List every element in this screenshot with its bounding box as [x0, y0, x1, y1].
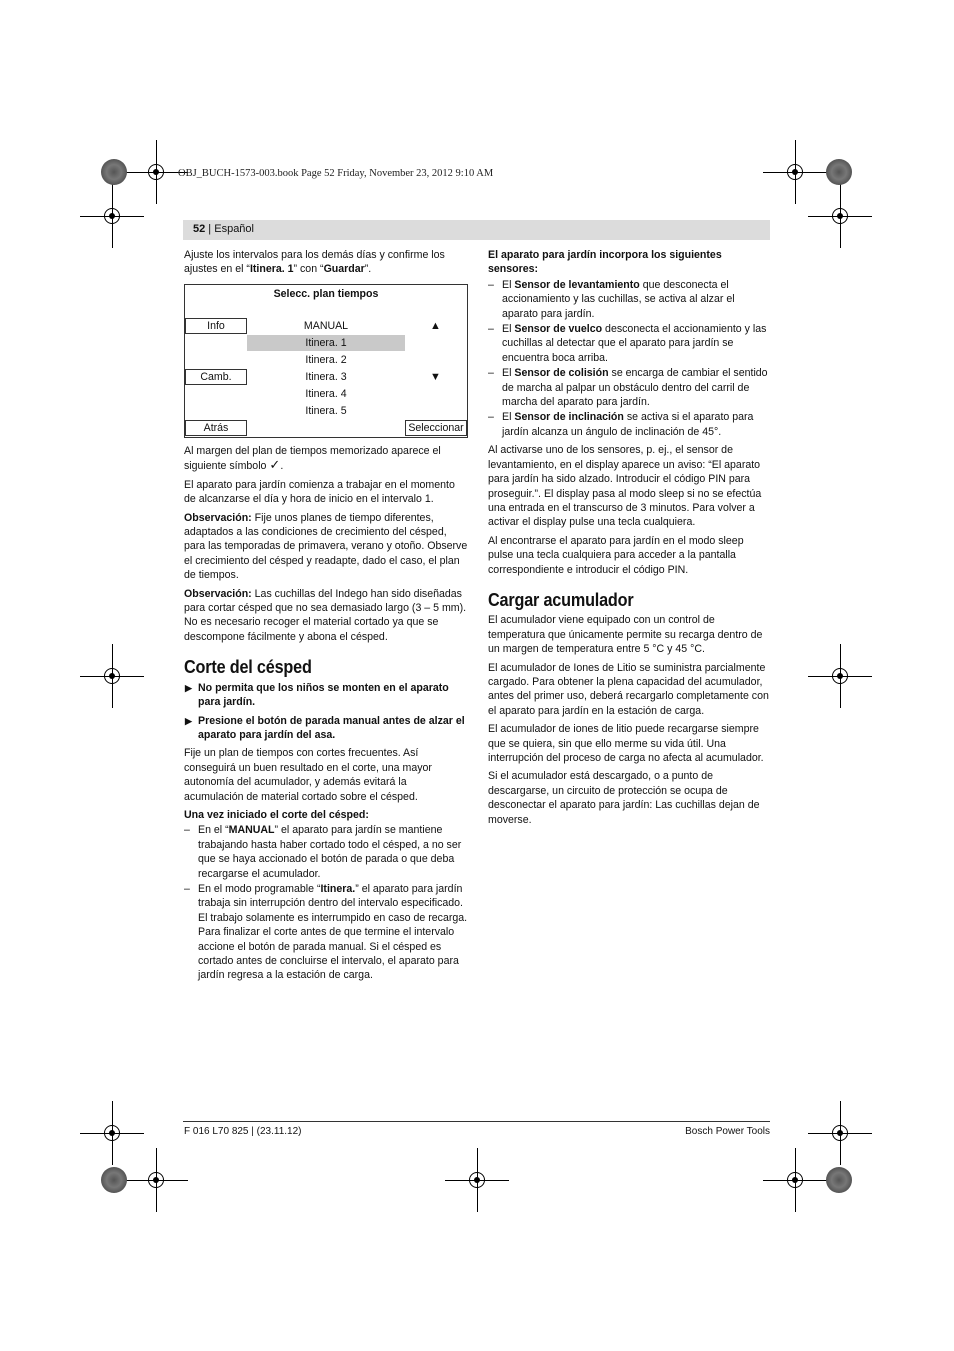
- plan-paragraph: Fije un plan de tiempos con cortes frecuentes. Así conseguirá un buen resultado en el corte, una mayor autonomía del acumulador, y además evitará la acumulación de material cortado sobre el césped.: [184, 747, 432, 803]
- arrow-down-icon[interactable]: ▼: [430, 371, 441, 383]
- arrow-up-icon[interactable]: ▲: [430, 320, 441, 332]
- color-target-icon: [101, 159, 127, 185]
- start-paragraph: El aparato para jardín comienza a trabajar en el momento de alcanzarse el día y hora de inicio en el intervalo 1.: [184, 478, 455, 506]
- schedule-item[interactable]: Itinera. 3: [305, 371, 347, 383]
- margin-symbol-paragraph: Al margen del plan de tiempos memorizado aparece el siguiente símbolo ✓.: [184, 445, 441, 473]
- file-info-line: OBJ_BUCH-1573-003.book Page 52 Friday, November 23, 2012 9:10 AM: [178, 168, 494, 179]
- page-number: 52: [193, 223, 206, 235]
- footer-rule: [183, 1121, 770, 1122]
- check-icon: ✓: [269, 457, 281, 473]
- seleccionar-button[interactable]: Seleccionar: [405, 420, 467, 436]
- warning-1: ▶ No permita que los niños se monten en el aparato para jardín.: [184, 681, 468, 710]
- info-button[interactable]: Info: [185, 318, 247, 334]
- schedule-item[interactable]: Itinera. 2: [305, 354, 347, 366]
- schedule-item[interactable]: MANUAL: [303, 320, 349, 332]
- charge-paragraph-4: Si el acumulador está descargado, o a punto de descargarse, un circuito de protección se ocupa de desconectar el aparato para jardín: Las cuchillas dejan de moverse.: [488, 770, 760, 826]
- observation-1: Observación: Fije unos planes de tiempo diferentes, adaptados a las condiciones de crecimiento del césped, para las temporadas de primavera, verano y otoño. Observe el crecimiento del césped y readapte, dado el caso, el plan de tiempos.: [184, 511, 468, 582]
- schedule-item[interactable]: Itinera. 4: [305, 388, 347, 400]
- charge-paragraph-1: El acumulador viene equipado con un control de temperatura que únicamente permite su recarga dentro de un margen de temperatura entre 5 °C y 45 °C.: [488, 614, 763, 656]
- sensors-title: El aparato para jardín incorpora los siguientes sensores:: [488, 249, 722, 276]
- dash-item-itinera: – En el modo programable “Itinera.” el aparato para jardín trabaja sin interrupción dentro del intervalo especificado. El trabajo solamente es interrumpido en caso de recarga. Para finalizar el corte antes de que termine el intervalo accione el botón de parada manual. Si el césped es cortado antes de concluirse el intervalo, el aparato para jardín regresa a la estación de carga.: [184, 882, 468, 983]
- warning-2: ▶ Presione el botón de parada manual antes de alzar el aparato para jardín del asa.: [184, 714, 468, 743]
- color-target-icon: [101, 1167, 127, 1193]
- camb-button[interactable]: Camb.: [185, 369, 247, 385]
- left-column: [184, 248, 468, 281]
- heading-cargar: Cargar acumulador: [488, 589, 634, 610]
- sensor-item: – El Sensor de levantamiento que desconecta el accionamiento y las cuchillas, se activa al alzar el aparato para jardín.: [488, 278, 771, 321]
- sleep-paragraph: Al encontrarse el aparato para jardín en el modo sleep pulse una tecla cualquiera para acceder a la pantalla correspondiente e introducir el código PIN.: [488, 534, 744, 576]
- page-header: 52 | Español: [183, 220, 770, 240]
- footer-brand: Bosch Power Tools: [685, 1126, 770, 1137]
- color-target-icon: [826, 159, 852, 185]
- intro-paragraph: Ajuste los intervalos para los demás días y confirme los ajustes en el “Itinera. 1” con “Guardar”.: [184, 249, 445, 276]
- heading-corte: Corte del césped: [184, 657, 312, 678]
- schedule-item[interactable]: Itinera. 5: [305, 405, 347, 417]
- sensor-item: – El Sensor de inclinación se activa si el aparato para jardín alcanza un ángulo de inclinación de 45°.: [488, 410, 771, 439]
- footer-code: F 016 L70 825 | (23.11.12): [184, 1126, 302, 1137]
- left-column-body: [184, 444, 468, 984]
- observation-2: Observación: Las cuchillas del Indego han sido diseñadas para cortar césped que no sea demasiado largo (3 – 5 mm). No es necesario recoger el material cortado ya que se descompone fácilmente y abona el césped.: [184, 587, 467, 643]
- color-target-icon: [826, 1167, 852, 1193]
- charge-paragraph-2: El acumulador de Iones de Litio se suministra parcialmente cargado. Para obtener la plena capacidad del acumulador, antes del primer uso, deberá recargarlo completamente con el aparato para jardín en la estación de carga.: [488, 661, 769, 717]
- right-column: [488, 248, 771, 831]
- subheading-corte: Una vez iniciado el corte del césped:: [184, 808, 369, 821]
- sensor-item: – El Sensor de vuelco desconecta el accionamiento y las cuchillas al detectar que el aparato para jardín se encuentra boca arriba.: [488, 322, 771, 365]
- charge-paragraph-3: El acumulador de iones de litio puede recargarse siempre que se quiera, sin que ello merme su vida útil. Una interrupción del proceso de carga no afecta al acumulador.: [488, 723, 764, 764]
- section-name: Español: [214, 223, 254, 235]
- display-screen: [184, 284, 468, 438]
- screen-title: Selecc. plan tiempos: [273, 288, 379, 300]
- sensor-item: – El Sensor de colisión se encarga de cambiar el sentido de marcha al palpar un obstáculo dentro del carril de marcha del aparato para jardín.: [488, 366, 771, 409]
- atras-button[interactable]: Atrás: [185, 420, 247, 436]
- dash-item-manual: – En el “MANUAL” el aparato para jardín se mantiene trabajando hasta haber cortado todo el césped, a no ser que se haya accionado el botón de parada o que deba recargarse el acumulador.: [184, 823, 468, 881]
- schedule-item-selected[interactable]: Itinera. 1: [247, 335, 405, 351]
- activation-paragraph: Al activarse uno de los sensores, p. ej., el sensor de levantamiento, en el display aparece un aviso: “El aparato para jardín ha sido alzado. Introducir el código PIN para proseguir.”. El display pasa al modo sleep si no se efectúa una entrada en el transcurso de 3 minutos. Para volver a activar el display pulse una tecla cualquiera.: [488, 444, 762, 529]
